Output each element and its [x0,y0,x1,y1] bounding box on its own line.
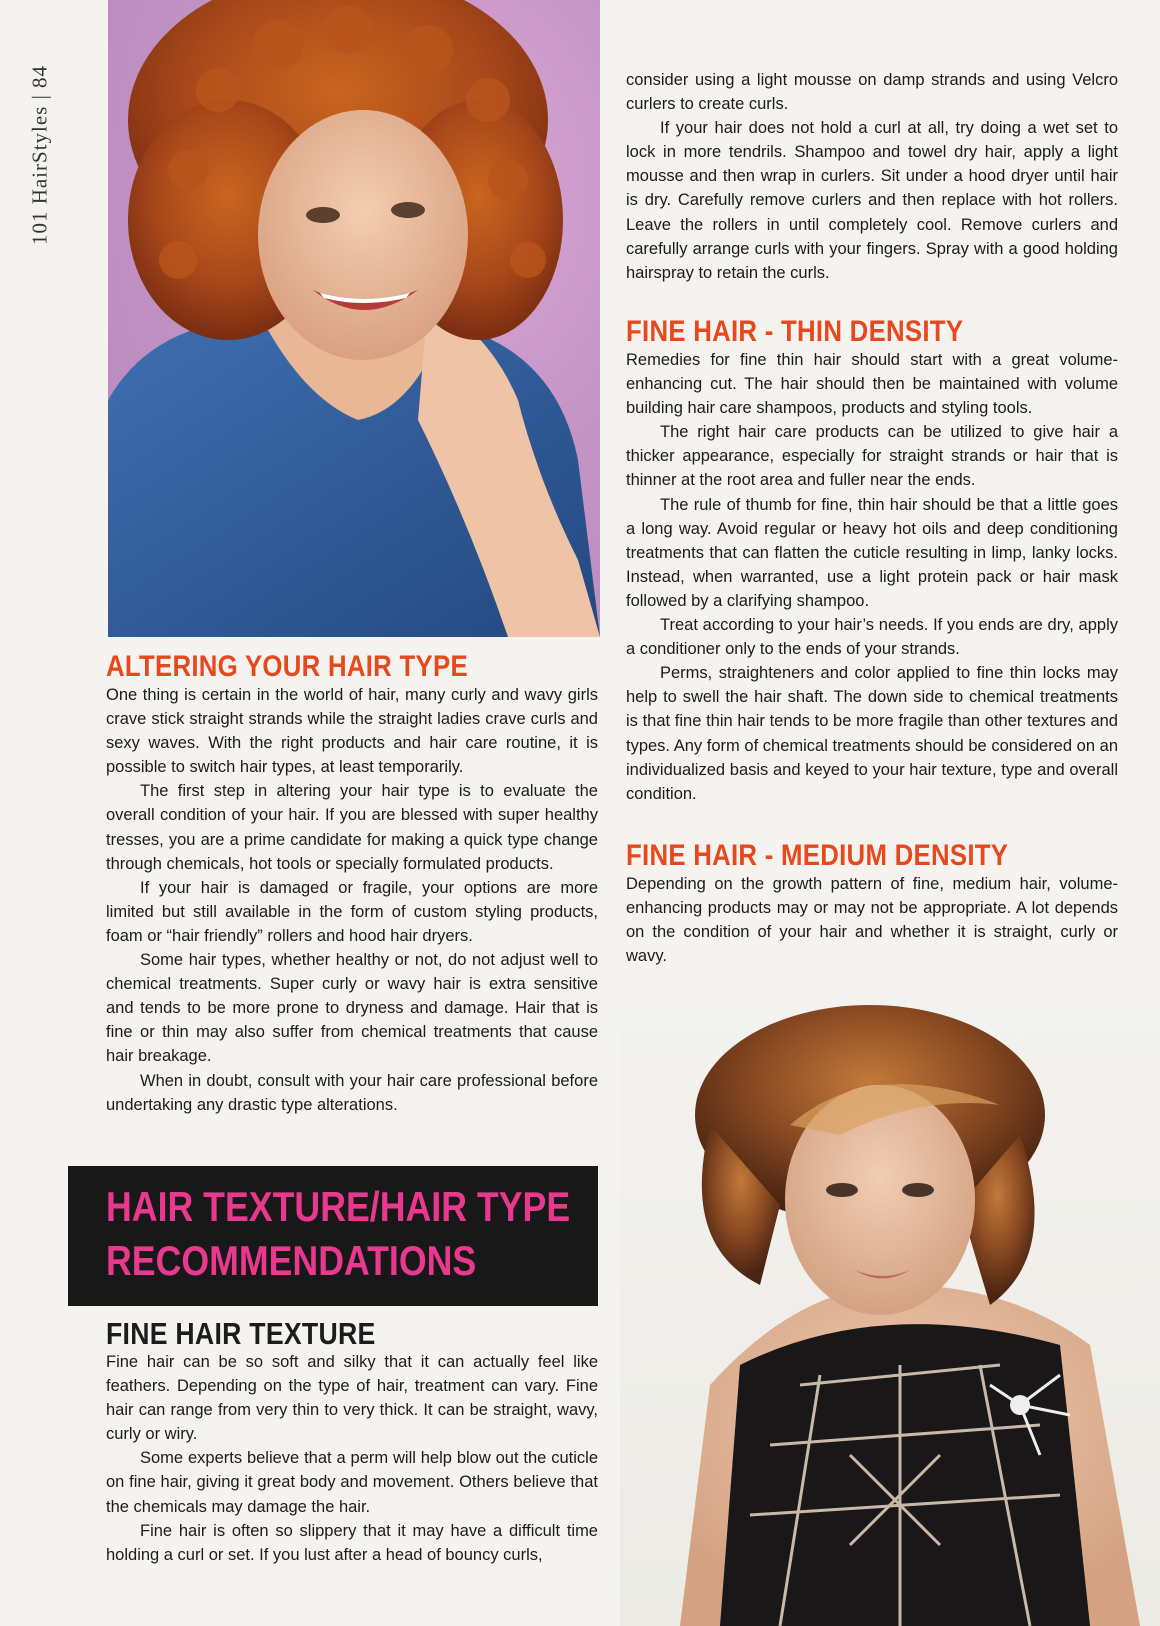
body-paragraph: Fine hair can be so soft and silky that it can actually feel like feathers. Depending on the type of hair, treatment can vary. Fine hair can range from very thin to very thick. It can be straight, wavy, curly or wiry. [106,1353,598,1444]
body-paragraph: Some experts believe that a perm will help blow out the cuticle on fine hair, giving it great body and movement. Others believe that the chemicals may damage the hair. [106,1449,598,1516]
body-paragraph: If your hair is damaged or fragile, your options are more limited but still available in the form of custom styling products, foam or “hair friendly” rollers and hood hair dryers. [106,878,598,945]
banner-title-line: RECOMMENDATIONS [106,1237,477,1284]
section-heading: FINE HAIR TEXTURE [106,1316,376,1351]
right-column-intro [626,68,1118,285]
body-paragraph: One thing is certain in the world of hair, many curly and wavy girls crave stick straight strands while the straight ladies crave curls and sexy waves. With the right products and hair care routine, it is possible to switch hair types, at least temporarily. [106,686,598,777]
body-paragraph: The rule of thumb for fine, thin hair should be that a little goes a long way. Avoid regular or heavy hot oils and deep conditioning treatments that can flatten the cuticle resulting in limp, lanky locks. Instead, when warranted, use a light protein pack or hair mask followed by a clarifying shampoo. [626,495,1118,610]
body-paragraph: Fine hair is often so slippery that it may have a difficult time holding a curl or set. If you lust after a head of bouncy curls, [106,1521,598,1564]
body-paragraph: Treat according to your hair’s needs. If you ends are dry, apply a conditioner only to the ends of your strands. [626,616,1118,659]
recommendations-banner [68,1166,598,1306]
banner-title [106,1180,570,1288]
section-altering-hair-type [106,651,598,1117]
page-folio [20,40,60,270]
folio-text: 101 HairStyles | 84 [27,64,52,246]
body-paragraph: consider using a light mousse on damp strands and using Velcro curlers to create curls. [626,71,1118,114]
short-bob-model-illustration [620,985,1160,1626]
curly-hair-model-photo [108,0,600,637]
body-paragraph: The right hair care products can be utilized to give hair a thicker appearance, especially for straight strands or hair that is thinner at the root area and fuller near the ends. [626,423,1118,490]
section-heading: ALTERING YOUR HAIR TYPE [106,650,468,683]
banner-title-line: HAIR TEXTURE/HAIR TYPE [106,1183,571,1230]
body-paragraph: Remedies for fine thin hair should start with a great volume-enhancing cut. The hair should then be maintained with volume building hair care shampoos, products and styling tools. [626,351,1118,418]
body-paragraph: If your hair does not hold a curl at all, try doing a wet set to lock in more tendrils. Shampoo and towel dry hair, apply a light mousse and then wrap in curlers. Sit under a hood dryer until hair is dry. Carefully remove curlers and then replace with hot rollers. Leave the rollers in until completely cool. Remove curlers and carefully arrange curls with your fingers. Spray with a good holding hairspray to retain the curls. [626,119,1118,282]
body-paragraph: Perms, straighteners and color applied to fine thin locks may help to swell the hair shaft. The down side to chemical treatments is that fine thin hair tends to be more fragile than other textures and types. Any form of chemical treatments should be considered on an individualized basis and keyed to your hair texture, type and overall condition. [626,664,1118,803]
body-paragraph: When in doubt, consult with your hair care professional before undertaking any drastic type alterations. [106,1071,598,1114]
body-paragraph: The first step in altering your hair type is to evaluate the overall condition of your hair. If you are blessed with super healthy tresses, you are a prime candidate for making a quick type change through chemicals, hot tools or specially formulated products. [106,782,598,873]
curly-hair-model-illustration [108,0,600,637]
section-medium-density [626,840,1118,968]
section-fine-hair-texture [106,1318,598,1567]
body-paragraph: Depending on the growth pattern of fine, medium hair, volume-enhancing products may or may not be appropriate. A lot depends on the condition of your hair and whether it is straight, curly or wavy. [626,875,1118,966]
section-heading: FINE HAIR - THIN DENSITY [626,315,964,348]
section-thin-density [626,316,1118,806]
short-bob-model-photo [620,985,1160,1626]
section-heading: FINE HAIR - MEDIUM DENSITY [626,839,1009,872]
body-paragraph: Some hair types, whether healthy or not, do not adjust well to chemical treatments. Super curly or wavy hair is extra sensitive and tends to be more prone to dryness and damage. Hair that is fine or thin may also suffer from chemical treatments that cause hair breakage. [106,951,598,1066]
